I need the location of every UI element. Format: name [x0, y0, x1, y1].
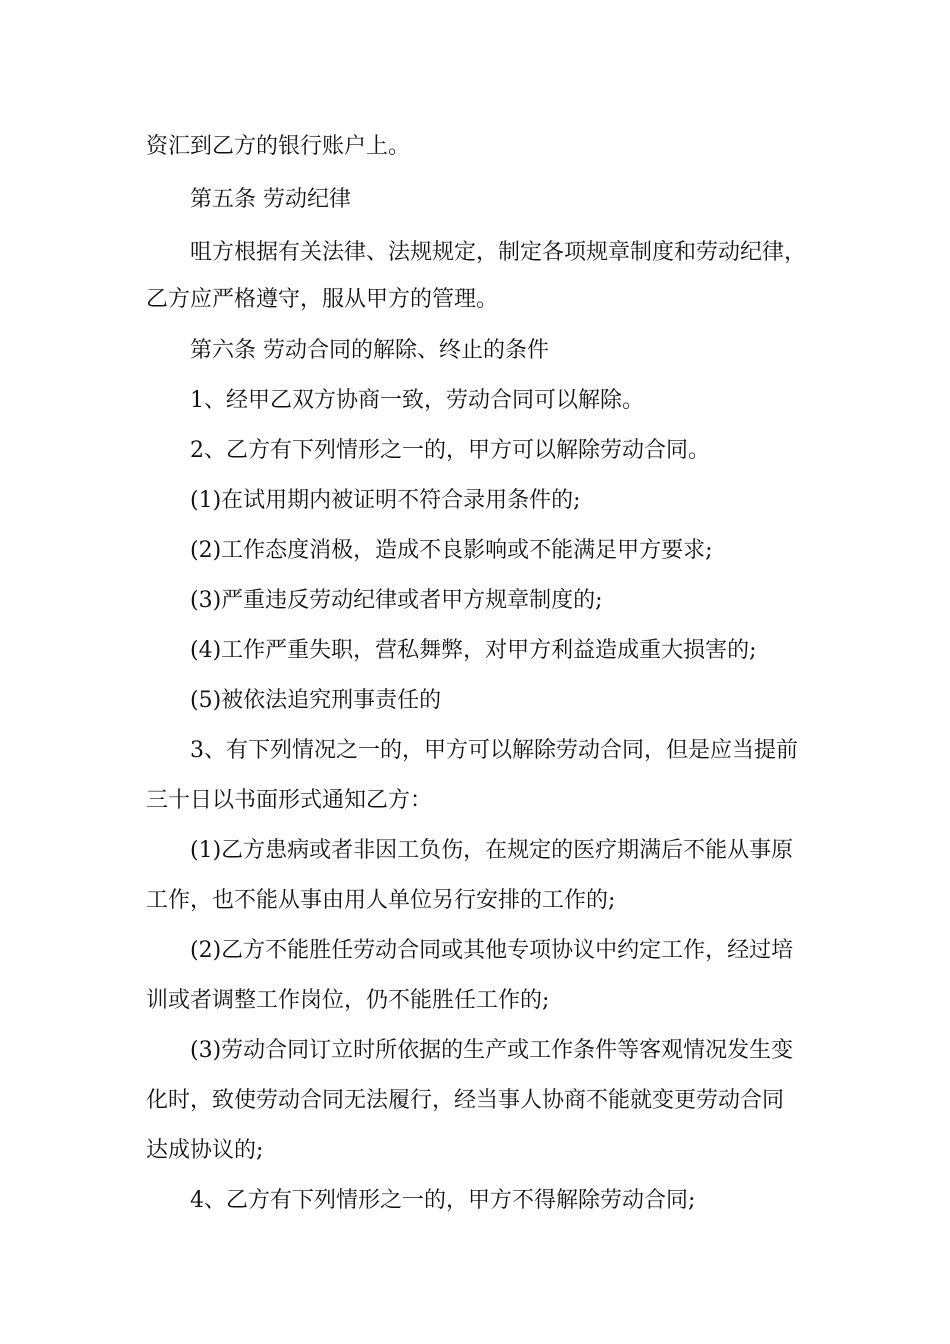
text-line: 1、经甲乙双方协商一致，劳动合同可以解除。	[190, 388, 644, 413]
text-line: 咀方根据有关法律、法规规定，制定各项规章制度和劳动纪律，	[190, 240, 807, 265]
list-item: (5)被依法追究刑事责任的	[190, 688, 442, 713]
text-line: 资汇到乙方的银行账户上。	[146, 134, 411, 159]
text-line: 三十日以书面形式通知乙方：	[146, 788, 433, 813]
text-line: 4、乙方有下列情形之一的，甲方不得解除劳动合同;	[190, 1188, 696, 1213]
text-line: 乙方应严格遵守，服从甲方的管理。	[146, 287, 499, 312]
text-line: 达成协议的;	[146, 1138, 264, 1163]
text-line: 化时，致使劳动合同无法履行，经当事人协商不能就变更劳动合同	[146, 1088, 785, 1113]
list-item: (4)工作严重失职，营私舞弊，对甲方利益造成重大损害的;	[190, 638, 757, 663]
list-item: (3)劳动合同订立时所依据的生产或工作条件等客观情况发生变	[190, 1038, 794, 1063]
list-item: (3)严重违反劳动纪律或者甲方规章制度的;	[190, 588, 603, 613]
text-line: 工作，也不能从事由用人单位另行安排的工作的;	[146, 888, 616, 913]
text-line: 3、有下列情况之一的，甲方可以解除劳动合同，但是应当提前	[190, 738, 798, 763]
list-item: (2)工作态度消极，造成不良影响或不能满足甲方要求;	[190, 538, 713, 563]
list-item: (1)乙方患病或者非因工负伤，在规定的医疗期满后不能从事原	[190, 838, 794, 863]
section-heading: 第五条 劳动纪律	[190, 187, 351, 212]
text-line: 2、乙方有下列情形之一的，甲方可以解除劳动合同。	[190, 438, 710, 463]
text-line: 训或者调整工作岗位，仍不能胜任工作的;	[146, 988, 550, 1013]
list-item: (2)乙方不能胜任劳动合同或其他专项协议中约定工作，经过培	[190, 938, 794, 963]
list-item: (1)在试用期内被证明不符合录用条件的;	[190, 488, 581, 513]
section-heading: 第六条 劳动合同的解除、终止的条件	[190, 338, 549, 363]
